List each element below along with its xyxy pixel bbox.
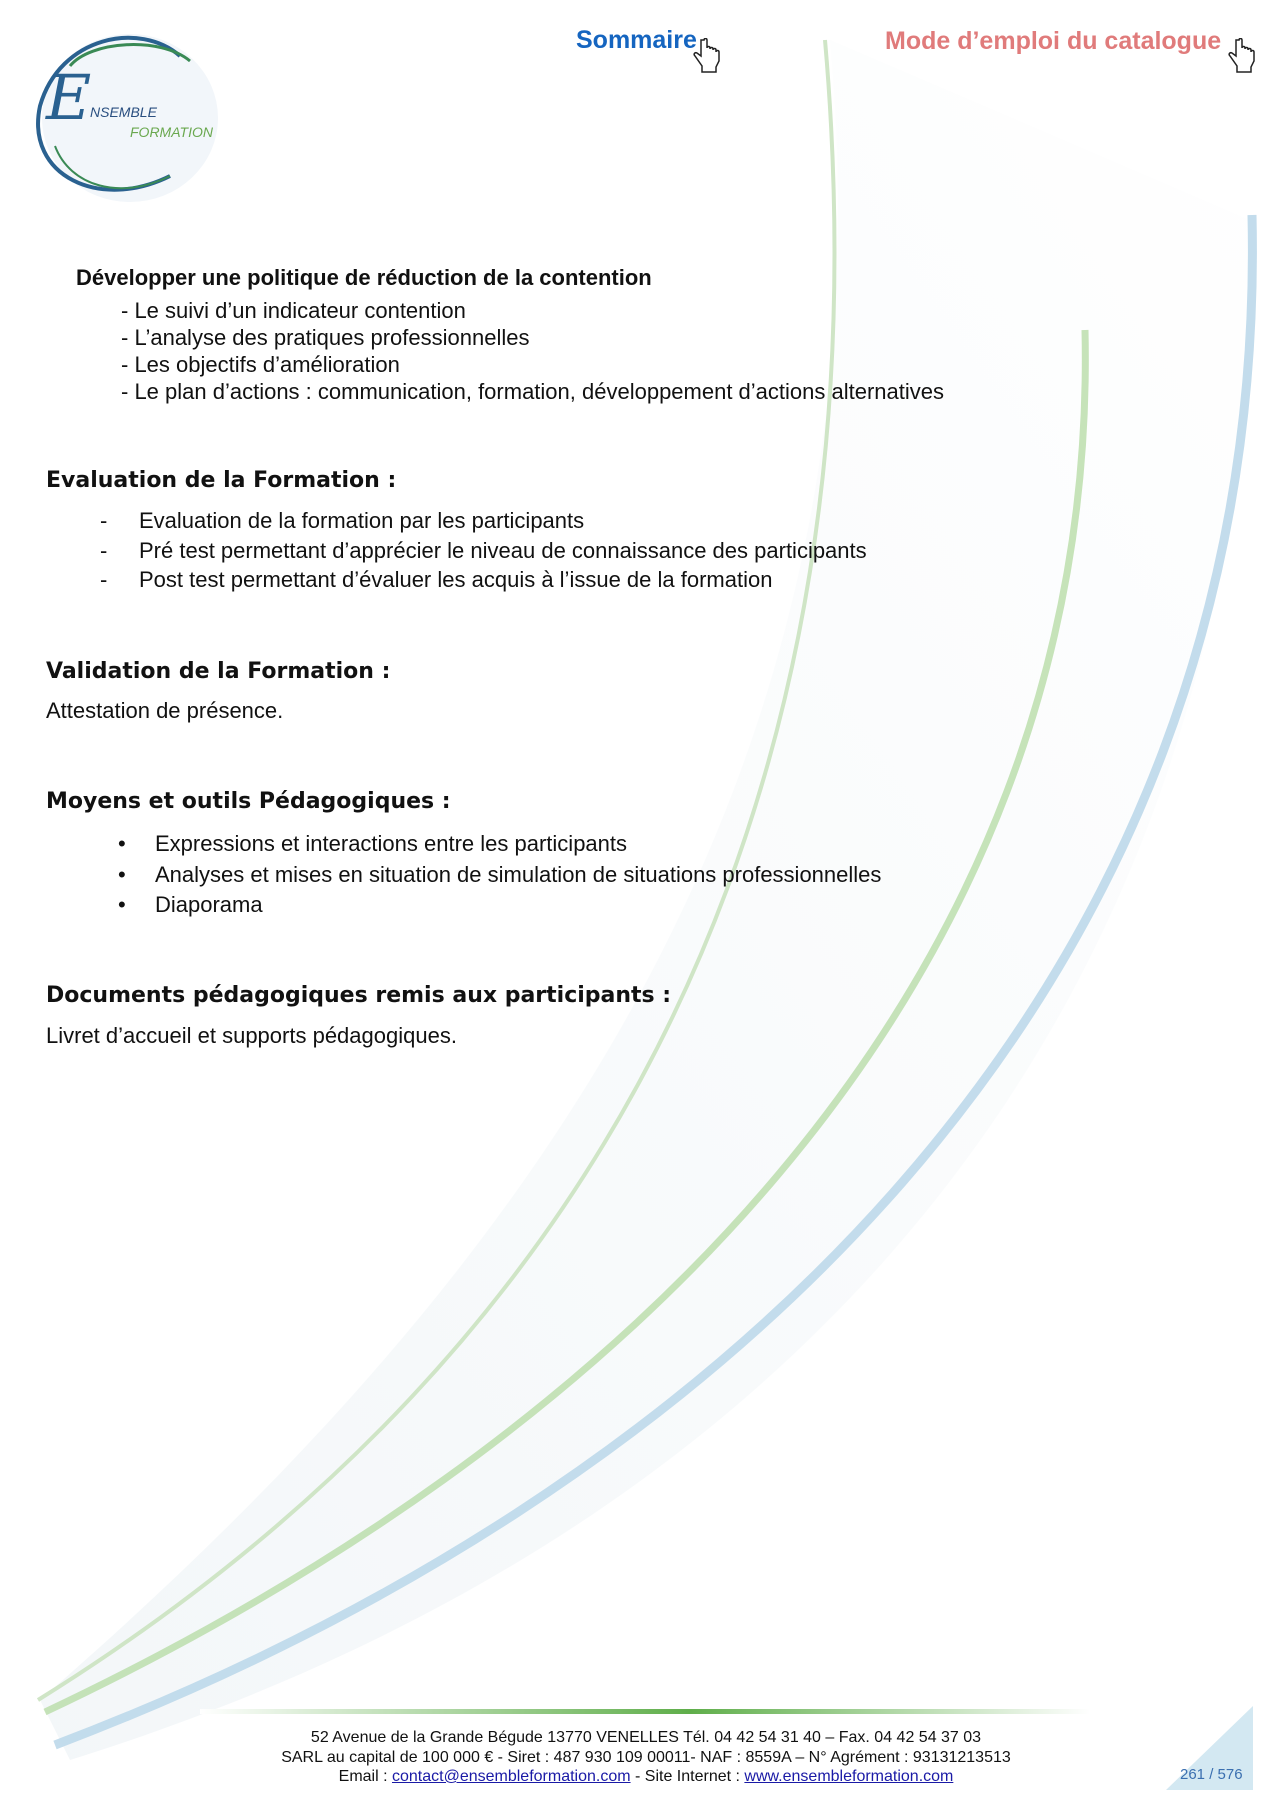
documents-heading: Documents pédagogiques remis aux participants : xyxy=(46,983,672,1008)
list-item: Pré test permettant d’apprécier le niveau de connaissance des participants xyxy=(139,538,867,563)
dash-marker: - xyxy=(100,508,108,533)
pointer-hand-icon xyxy=(1228,38,1258,74)
logo-word-formation: FORMATION xyxy=(130,124,213,140)
email-link[interactable]: contact@ensembleformation.com xyxy=(391,1768,631,1785)
list-item: Evaluation de la formation par les participants xyxy=(139,508,585,533)
summary-link[interactable] xyxy=(576,26,697,55)
list-item: - Les objectifs d’amélioration xyxy=(121,352,400,377)
footer xyxy=(196,1728,1096,1787)
validation-text: Attestation de présence. xyxy=(46,698,284,723)
summary-link-label: Sommaire xyxy=(576,26,697,54)
list-item: - L’analyse des pratiques professionnelles xyxy=(121,325,530,350)
logo-word-ensemble: NSEMBLE xyxy=(90,104,157,120)
dash-marker: - xyxy=(100,538,108,563)
email-label: Email : xyxy=(338,1768,392,1785)
footer-green-rule xyxy=(200,1709,1090,1714)
footer-address: 52 Avenue de la Grande Bégude 13770 VENELLES Tél. 04 42 54 31 40 – Fax. 04 42 54 37 03 xyxy=(310,1729,982,1746)
list-item: Diaporama xyxy=(155,892,263,917)
logo xyxy=(30,26,230,204)
catalogue-guide-link-label: Mode d’emploi du catalogue xyxy=(885,27,1222,55)
website-link[interactable]: www.ensembleformation.com xyxy=(744,1768,954,1785)
footer-company-info: SARL au capital de 100 000 € - Siret : 487 930 109 00011- NAF : 8559A – N° Agrément : 93131213513 xyxy=(281,1748,1011,1766)
evaluation-heading: Evaluation de la Formation : xyxy=(46,468,397,493)
bullet-marker: • xyxy=(118,831,126,856)
site-label: - Site Internet : xyxy=(630,1768,745,1785)
list-item: - Le plan d’actions : communication, formation, développement d’actions alternatives xyxy=(121,379,945,404)
list-item: Expressions et interactions entre les participants xyxy=(155,831,628,856)
bullet-marker: • xyxy=(118,862,126,887)
catalogue-guide-link[interactable] xyxy=(885,27,1221,56)
bullet-marker: • xyxy=(118,892,126,917)
tools-heading: Moyens et outils Pédagogiques : xyxy=(46,789,451,814)
validation-heading: Validation de la Formation : xyxy=(46,659,391,684)
documents-text: Livret d’accueil et supports pédagogiques. xyxy=(46,1023,457,1048)
dash-marker: - xyxy=(100,567,108,592)
page-number: 261 / 576 xyxy=(1180,1766,1243,1783)
list-item: Post test permettant d’évaluer les acquis à l’issue de la formation xyxy=(139,567,773,592)
logo-initial: E xyxy=(46,61,92,134)
list-item: Analyses et mises en situation de simulation de situations professionnelles xyxy=(155,862,882,887)
subsection-title: Développer une politique de réduction de la contention xyxy=(76,265,652,290)
footer-contact xyxy=(196,1767,1096,1787)
pointer-hand-icon xyxy=(693,38,723,74)
list-item: - Le suivi d’un indicateur contention xyxy=(121,298,466,323)
